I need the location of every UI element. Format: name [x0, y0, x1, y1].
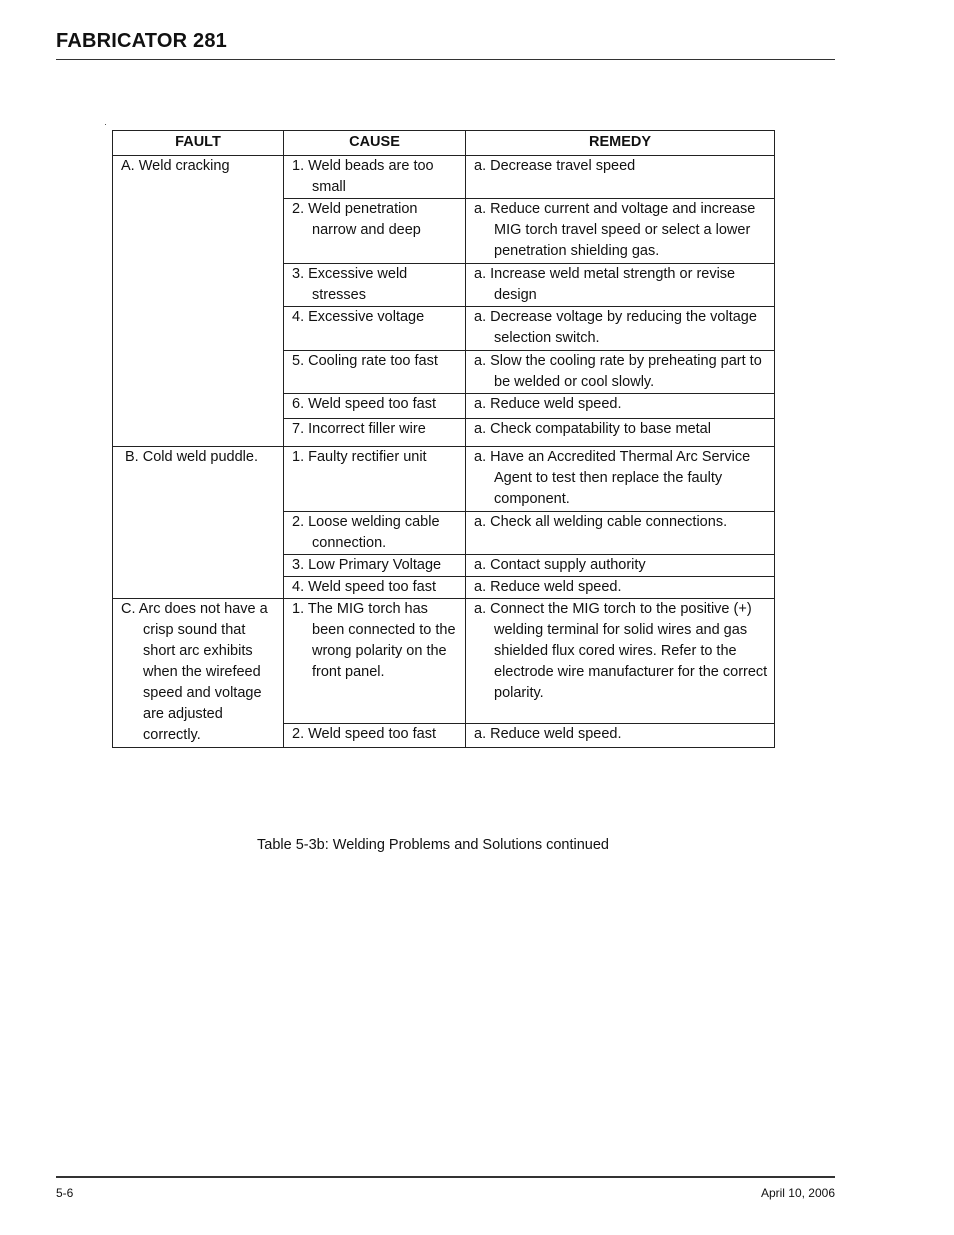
- document-title: FABRICATOR 281: [56, 30, 227, 52]
- remedy-text: a. Connect the MIG torch to the positive (+) welding terminal for solid wires and gas shielded flux cored wires. Refer to the electrode wire manufacturer for the correct polarity.: [474, 601, 768, 701]
- remedy-cell: [466, 351, 775, 394]
- table-header-row: [113, 131, 775, 156]
- remedy-cell: [466, 577, 775, 599]
- page-number: 5-6: [56, 1186, 74, 1200]
- cause-cell: [284, 599, 466, 724]
- remedy-cell: [466, 156, 775, 199]
- cause-cell: [284, 264, 466, 307]
- stray-mark: [105, 124, 106, 125]
- cause-text: 4. Excessive voltage: [292, 309, 425, 325]
- cause-text: 1. Weld beads are too small: [292, 158, 434, 195]
- cause-cell: [284, 555, 466, 577]
- cause-cell: [284, 419, 466, 447]
- cause-text: 7. Incorrect filler wire: [292, 421, 426, 437]
- cause-text: 2. Weld penetration narrow and deep: [292, 201, 421, 238]
- remedy-text: a. Decrease travel speed: [474, 158, 636, 174]
- remedy-text: a. Contact supply authority: [474, 557, 646, 573]
- remedy-cell: [466, 447, 775, 512]
- remedy-text: a. Reduce weld speed.: [474, 396, 622, 412]
- column-header-remedy: REMEDY: [466, 131, 775, 156]
- welding-problems-table: [112, 130, 775, 748]
- remedy-text: a. Reduce weld speed.: [474, 726, 622, 742]
- table-row: [113, 447, 775, 512]
- footer-divider: [56, 1176, 835, 1178]
- remedy-text: a. Check all welding cable connections.: [474, 514, 728, 530]
- cause-cell: [284, 577, 466, 599]
- cause-cell: [284, 351, 466, 394]
- cause-cell: [284, 307, 466, 351]
- publication-date: April 10, 2006: [760, 1186, 835, 1200]
- cause-text: 4. Weld speed too fast: [292, 579, 437, 595]
- table-caption: Table 5-3b: Welding Problems and Solutions continued: [257, 837, 609, 853]
- table-row: [113, 156, 775, 199]
- fault-label: C. Arc does not have a crisp sound that short arc exhibits when the wirefeed speed and voltage are adjusted correctly.: [121, 601, 268, 743]
- remedy-cell: [466, 512, 775, 555]
- cause-text: 1. Faulty rectifier unit: [292, 449, 427, 465]
- header-divider: [56, 59, 835, 60]
- cause-text: 2. Loose welding cable connection.: [292, 514, 440, 551]
- remedy-cell: [466, 199, 775, 264]
- fault-label: A. Weld cracking: [121, 158, 230, 174]
- cause-cell: [284, 724, 466, 748]
- fault-label: B. Cold weld puddle.: [125, 449, 258, 465]
- remedy-text: a. Check compatability to base metal: [474, 421, 711, 437]
- remedy-text: a. Reduce current and voltage and increase MIG torch travel speed or select a lower penetration shielding gas.: [474, 201, 756, 259]
- cause-text: 6. Weld speed too fast: [292, 396, 437, 412]
- column-header-fault: FAULT: [113, 131, 284, 156]
- column-header-cause: CAUSE: [284, 131, 466, 156]
- cause-cell: [284, 447, 466, 512]
- remedy-text: a. Reduce weld speed.: [474, 579, 622, 595]
- cause-cell: [284, 394, 466, 419]
- cause-text: 3. Low Primary Voltage: [292, 557, 442, 573]
- table-row: [113, 599, 775, 724]
- remedy-cell: [466, 264, 775, 307]
- remedy-cell: [466, 394, 775, 419]
- fault-cell: [113, 599, 284, 748]
- cause-text: 3. Excessive weld stresses: [292, 266, 408, 303]
- fault-cell: [113, 156, 284, 447]
- cause-text: 1. The MIG torch has been connected to the wrong polarity on the front panel.: [292, 601, 456, 680]
- cause-text: 2. Weld speed too fast: [292, 726, 437, 742]
- cause-text: 5. Cooling rate too fast: [292, 353, 438, 369]
- remedy-text: a. Slow the cooling rate by preheating part to be welded or cool slowly.: [474, 353, 762, 390]
- cause-cell: [284, 156, 466, 199]
- remedy-cell: [466, 307, 775, 351]
- remedy-text: a. Increase weld metal strength or revise design: [474, 266, 736, 303]
- fault-cell: [113, 447, 284, 599]
- remedy-cell: [466, 599, 775, 724]
- remedy-text: a. Have an Accredited Thermal Arc Service Agent to test then replace the faulty component.: [474, 449, 751, 507]
- cause-cell: [284, 512, 466, 555]
- cause-cell: [284, 199, 466, 264]
- remedy-cell: [466, 419, 775, 447]
- remedy-text: a. Decrease voltage by reducing the voltage selection switch.: [474, 309, 757, 346]
- remedy-cell: [466, 724, 775, 748]
- remedy-cell: [466, 555, 775, 577]
